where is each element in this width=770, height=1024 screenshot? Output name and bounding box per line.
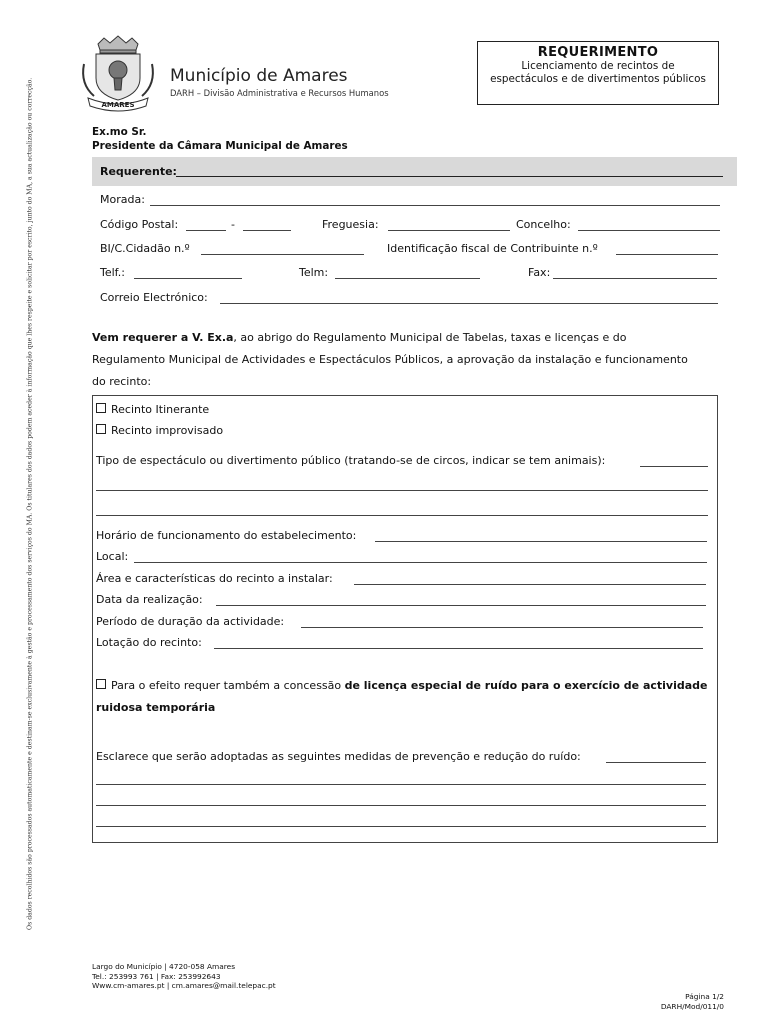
tipo-field-line-2[interactable] <box>96 490 708 491</box>
codigo-postal-dash: - <box>231 218 235 231</box>
itinerante-option[interactable] <box>96 403 209 416</box>
lotacao-label: Lotação do recinto: <box>96 636 202 649</box>
fax-field[interactable] <box>553 278 717 279</box>
request-line-1: , ao abrigo do Regulamento Municipal de Tabelas, taxas e licenças e do <box>233 331 627 344</box>
codigo-postal-field-2[interactable] <box>243 230 291 231</box>
addressee-line-2: Presidente da Câmara Municipal de Amares <box>92 140 348 152</box>
municipal-crest-logo <box>76 34 160 114</box>
bi-label: BI/C.Cidadão n.º <box>100 242 190 255</box>
footer-web: Www.cm-amares.pt | cm.amares@mail.telepac.pt <box>92 981 276 990</box>
area-label: Área e características do recinto a instalar: <box>96 572 333 585</box>
lotacao-field[interactable] <box>214 648 703 649</box>
telf-field[interactable] <box>134 278 242 279</box>
morada-label: Morada: <box>100 193 145 206</box>
ruido-checkbox[interactable] <box>96 679 106 689</box>
applicant-band <box>92 157 737 186</box>
concelho-label: Concelho: <box>516 218 571 231</box>
tipo-field[interactable] <box>640 466 708 467</box>
ruido-text: Para o efeito requer também a concessão <box>111 679 345 692</box>
freguesia-label: Freguesia: <box>322 218 379 231</box>
ruido-bold-text-2: ruidosa temporária <box>96 701 216 714</box>
request-line-3: do recinto: <box>92 375 152 388</box>
horario-field[interactable] <box>375 541 707 542</box>
data-protection-note: Os dados recolhidos são processados automaticamente e destinam-se exclusivamente à gestão e processamento dos serviços do MA. Os titulares dos dados podem aceder à informação que lhes respeite e solicitar por escrito, junto do MA, a sua actualização ou correcção. <box>26 77 34 930</box>
medidas-field-line-2[interactable] <box>96 784 706 785</box>
municipality-name: Município de Amares <box>170 66 348 86</box>
medidas-field[interactable] <box>606 762 706 763</box>
improvisado-checkbox[interactable] <box>96 424 106 434</box>
applicant-label: Requerente: <box>100 165 177 178</box>
freguesia-field[interactable] <box>388 230 510 231</box>
concelho-field[interactable] <box>578 230 720 231</box>
addressee <box>92 125 348 153</box>
improvisado-option[interactable] <box>96 424 223 437</box>
footer-contacts <box>92 962 276 991</box>
ruido-bold-text: de licença especial de ruído para o exercício de actividade <box>344 679 708 692</box>
ruido-option[interactable] <box>96 679 716 692</box>
document-code: DARH/Mod/011/0 <box>660 1001 724 1011</box>
local-label: Local: <box>96 550 129 563</box>
medidas-field-line-3[interactable] <box>96 805 706 806</box>
footer-phone: Tel.: 253993 761 | Fax: 253992643 <box>92 971 221 981</box>
request-subtitle: Licenciamento de recintos de espectáculos e de divertimentos públicos <box>490 60 706 85</box>
crest-ribbon-text: AMARES <box>101 101 135 109</box>
email-field[interactable] <box>220 303 718 304</box>
request-title: REQUERIMENTO <box>537 45 659 60</box>
request-paragraph <box>92 327 732 393</box>
fax-label: Fax: <box>528 266 551 279</box>
page-number: Página 1/2 <box>685 992 724 1001</box>
request-lead: Vem requerer a V. Ex.a <box>92 331 234 344</box>
nif-label: Identificação fiscal de Contribuinte n.º <box>387 242 598 255</box>
area-field[interactable] <box>354 584 706 585</box>
nif-field[interactable] <box>616 254 718 255</box>
data-label: Data da realização: <box>96 593 203 606</box>
local-field[interactable] <box>134 562 707 563</box>
request-line-2: Regulamento Municipal de Actividades e Espectáculos Públicos, a aprovação da instalação e funcionamento <box>92 353 688 366</box>
itinerante-label: Recinto Itinerante <box>111 403 210 416</box>
telm-field[interactable] <box>335 278 480 279</box>
data-field[interactable] <box>216 605 706 606</box>
bi-field[interactable] <box>201 254 364 255</box>
applicant-name-field[interactable] <box>176 176 723 177</box>
telf-label: Telf.: <box>100 266 125 279</box>
medidas-field-line-4[interactable] <box>96 826 706 827</box>
codigo-postal-label: Código Postal: <box>100 218 179 231</box>
request-title-box <box>477 41 719 105</box>
page-info <box>661 992 724 1011</box>
tipo-field-line-3[interactable] <box>96 515 708 516</box>
codigo-postal-field-1[interactable] <box>186 230 226 231</box>
periodo-label: Período de duração da actividade: <box>96 615 285 628</box>
footer-address: Largo do Município | 4720-058 Amares <box>92 962 236 971</box>
periodo-field[interactable] <box>301 627 703 628</box>
department-name: DARH – Divisão Administrativa e Recursos Humanos <box>170 88 389 98</box>
itinerante-checkbox[interactable] <box>96 403 106 413</box>
email-label: Correio Electrónico: <box>100 291 208 304</box>
addressee-line-1: Ex.mo Sr. <box>92 126 147 138</box>
medidas-label: Esclarece que serão adoptadas as seguintes medidas de prevenção e redução do ruído: <box>96 750 581 763</box>
morada-field[interactable] <box>150 205 720 206</box>
improvisado-label: Recinto improvisado <box>111 424 224 437</box>
horario-label: Horário de funcionamento do estabelecimento: <box>96 529 357 542</box>
telm-label: Telm: <box>299 266 329 279</box>
tipo-label: Tipo de espectáculo ou divertimento público (tratando-se de circos, indicar se tem animais): <box>96 454 606 467</box>
